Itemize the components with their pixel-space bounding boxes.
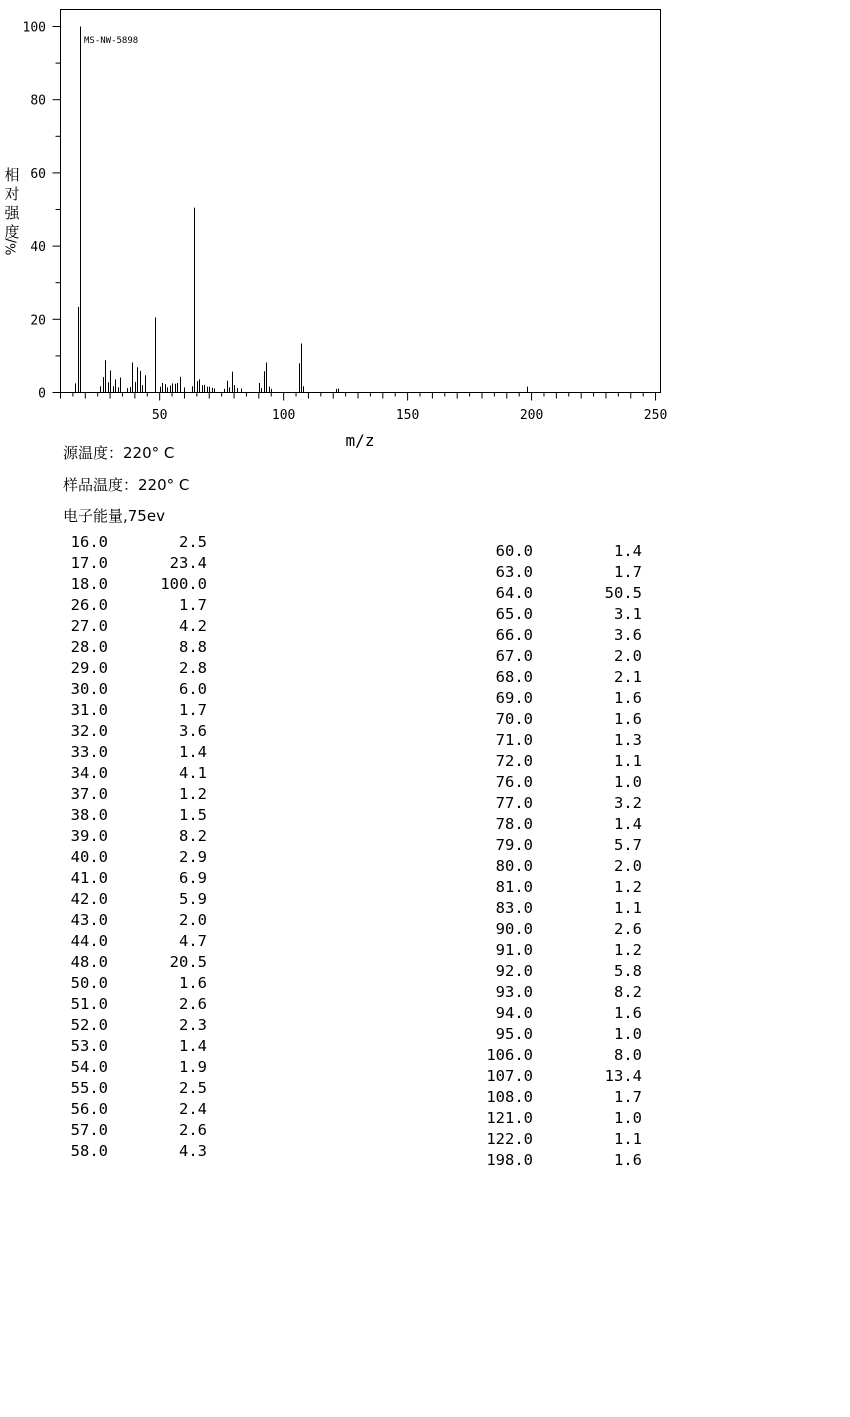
x-tick-label: 150 <box>395 408 420 423</box>
mz-value: 106.0 <box>486 1046 533 1064</box>
intensity-value: 3.6 <box>614 626 642 644</box>
table-row <box>420 814 680 835</box>
table-row <box>420 835 680 856</box>
mz-value: 58.0 <box>70 1142 108 1158</box>
mz-value: 77.0 <box>495 794 533 812</box>
x-tick-label: 100 <box>271 408 296 423</box>
mz-value: 70.0 <box>495 710 533 728</box>
intensity-value: 50.5 <box>604 584 642 602</box>
mz-value: 94.0 <box>495 1004 533 1022</box>
table-row <box>420 709 680 730</box>
table-row <box>420 1087 680 1108</box>
intensity-value: 100.0 <box>160 575 207 593</box>
mz-value: 80.0 <box>495 857 533 875</box>
intensity-value: 8.2 <box>614 983 642 1001</box>
x-tick-label: 200 <box>519 408 544 423</box>
table-row <box>0 742 260 763</box>
mz-value: 51.0 <box>70 995 108 1013</box>
intensity-value: 2.9 <box>179 848 207 866</box>
table-row <box>0 616 260 637</box>
mz-value: 69.0 <box>495 689 533 707</box>
intensity-value: 2.0 <box>614 647 642 665</box>
table-row <box>0 700 260 721</box>
mz-value: 41.0 <box>70 869 108 887</box>
mass-spectrum-chart <box>0 0 850 460</box>
mz-value: 54.0 <box>70 1058 108 1076</box>
table-row <box>0 1036 260 1057</box>
intensity-value: 6.0 <box>179 680 207 698</box>
mz-value: 90.0 <box>495 920 533 938</box>
table-row <box>420 1045 680 1066</box>
intensity-value: 4.3 <box>179 1142 207 1158</box>
mz-value: 37.0 <box>70 785 108 803</box>
mz-value: 79.0 <box>495 836 533 854</box>
intensity-value: 2.4 <box>179 1100 207 1118</box>
table-row <box>0 532 260 553</box>
mz-value: 67.0 <box>495 647 533 665</box>
table-row <box>0 658 260 679</box>
mz-value: 16.0 <box>70 533 108 551</box>
table-row <box>0 931 260 952</box>
table-row <box>420 604 680 625</box>
table-row <box>0 1015 260 1036</box>
mz-value: 55.0 <box>70 1079 108 1097</box>
table-row <box>0 574 260 595</box>
intensity-value: 2.6 <box>179 995 207 1013</box>
intensity-value: 20.5 <box>169 953 207 971</box>
mz-value: 65.0 <box>495 605 533 623</box>
table-row <box>0 1057 260 1078</box>
intensity-value: 2.5 <box>179 1079 207 1097</box>
table-row <box>420 667 680 688</box>
mz-value: 53.0 <box>70 1037 108 1055</box>
table-row <box>0 868 260 889</box>
y-tick-label: 100 <box>22 20 46 36</box>
table-row <box>420 730 680 751</box>
mz-value: 57.0 <box>70 1121 108 1139</box>
intensity-value: 1.2 <box>614 941 642 959</box>
table-row <box>420 877 680 898</box>
intensity-value: 1.7 <box>614 1088 642 1106</box>
y-axis-label <box>4 166 20 255</box>
electron-energy: 电子能量,75ev <box>63 507 165 525</box>
table-row <box>420 961 680 982</box>
intensity-value: 13.4 <box>604 1067 642 1085</box>
table-row <box>0 1141 260 1158</box>
mz-value: 17.0 <box>70 554 108 572</box>
mz-value: 40.0 <box>70 848 108 866</box>
intensity-value: 1.3 <box>614 731 642 749</box>
mz-value: 122.0 <box>486 1130 533 1148</box>
table-row <box>0 889 260 910</box>
table-row <box>420 940 680 961</box>
intensity-value: 2.8 <box>179 659 207 677</box>
intensity-value: 1.6 <box>179 974 207 992</box>
table-row <box>0 952 260 973</box>
intensity-value: 2.6 <box>614 920 642 938</box>
table-row <box>420 583 680 604</box>
mz-value: 27.0 <box>70 617 108 635</box>
peak-table-right <box>420 541 680 1171</box>
mz-value: 42.0 <box>70 890 108 908</box>
mz-value: 28.0 <box>70 638 108 656</box>
intensity-value: 8.2 <box>179 827 207 845</box>
intensity-value: 1.4 <box>179 743 207 761</box>
intensity-value: 2.3 <box>179 1016 207 1034</box>
y-tick-label: 60 <box>30 166 46 182</box>
plot-frame <box>61 10 661 393</box>
table-row <box>420 1066 680 1087</box>
mz-value: 78.0 <box>495 815 533 833</box>
x-tick-label: 250 <box>643 408 668 423</box>
table-row <box>0 1078 260 1099</box>
mz-value: 31.0 <box>70 701 108 719</box>
intensity-value: 1.1 <box>614 899 642 917</box>
intensity-value: 1.6 <box>614 710 642 728</box>
table-row <box>0 784 260 805</box>
table-row <box>0 1099 260 1120</box>
spectrum-peaks <box>76 27 528 393</box>
mz-value: 83.0 <box>495 899 533 917</box>
mz-value: 38.0 <box>70 806 108 824</box>
mz-value: 81.0 <box>495 878 533 896</box>
table-row <box>0 910 260 931</box>
table-row <box>420 625 680 646</box>
table-row <box>0 973 260 994</box>
intensity-value: 8.8 <box>179 638 207 656</box>
mz-value: 30.0 <box>70 680 108 698</box>
intensity-value: 1.2 <box>179 785 207 803</box>
mz-value: 76.0 <box>495 773 533 791</box>
mz-value: 93.0 <box>495 983 533 1001</box>
x-axis-label: m/z <box>345 431 375 450</box>
mz-value: 43.0 <box>70 911 108 929</box>
intensity-value: 1.1 <box>614 752 642 770</box>
table-row <box>420 541 680 562</box>
mz-value: 64.0 <box>495 584 533 602</box>
intensity-value: 1.0 <box>614 1025 642 1043</box>
mz-value: 33.0 <box>70 743 108 761</box>
intensity-value: 5.7 <box>614 836 642 854</box>
intensity-value: 3.6 <box>179 722 207 740</box>
table-row <box>420 751 680 772</box>
mz-value: 108.0 <box>486 1088 533 1106</box>
peak-table-left <box>0 532 260 1158</box>
intensity-value: 5.9 <box>179 890 207 908</box>
mz-value: 52.0 <box>70 1016 108 1034</box>
table-row <box>0 763 260 784</box>
intensity-value: 1.7 <box>179 701 207 719</box>
source-temperature: 源温度：220° C <box>63 444 175 462</box>
mz-value: 48.0 <box>70 953 108 971</box>
intensity-value: 6.9 <box>179 869 207 887</box>
mz-value: 44.0 <box>70 932 108 950</box>
intensity-value: 3.2 <box>614 794 642 812</box>
table-row <box>420 793 680 814</box>
mz-value: 91.0 <box>495 941 533 959</box>
mz-value: 26.0 <box>70 596 108 614</box>
table-row <box>420 688 680 709</box>
mz-value: 121.0 <box>486 1109 533 1127</box>
x-tick-label: 50 <box>151 408 168 423</box>
mz-value: 34.0 <box>70 764 108 782</box>
table-row <box>0 721 260 742</box>
intensity-value: 5.8 <box>614 962 642 980</box>
intensity-value: 1.6 <box>614 689 642 707</box>
intensity-value: 23.4 <box>169 554 207 572</box>
y-axis-label-char: 强 <box>4 204 20 222</box>
table-row <box>0 679 260 700</box>
table-row <box>420 1003 680 1024</box>
sample-temperature: 样品温度：220° C <box>63 476 190 494</box>
mz-value: 29.0 <box>70 659 108 677</box>
table-row <box>0 637 260 658</box>
chart-title: MS-NW-5898 <box>84 36 139 46</box>
intensity-value: 1.4 <box>614 542 642 560</box>
intensity-value: 2.6 <box>179 1121 207 1139</box>
table-row <box>420 1129 680 1150</box>
table-row <box>420 898 680 919</box>
intensity-value: 1.0 <box>614 773 642 791</box>
intensity-value: 8.0 <box>614 1046 642 1064</box>
table-row <box>420 982 680 1003</box>
intensity-value: 1.4 <box>179 1037 207 1055</box>
table-row <box>420 646 680 667</box>
y-tick-label: 80 <box>30 93 46 109</box>
y-axis <box>23 21 61 402</box>
intensity-value: 1.1 <box>614 1130 642 1148</box>
table-row <box>420 772 680 793</box>
mz-value: 63.0 <box>495 563 533 581</box>
intensity-value: 1.2 <box>614 878 642 896</box>
intensity-value: 2.5 <box>179 533 207 551</box>
table-row <box>0 826 260 847</box>
intensity-value: 4.2 <box>179 617 207 635</box>
mz-value: 56.0 <box>70 1100 108 1118</box>
intensity-value: 1.7 <box>179 596 207 614</box>
mz-value: 68.0 <box>495 668 533 686</box>
y-axis-label-unit: %/ <box>4 238 20 256</box>
table-row <box>0 1120 260 1141</box>
mz-value: 50.0 <box>70 974 108 992</box>
intensity-value: 1.6 <box>614 1004 642 1022</box>
y-axis-label-char: 度 <box>4 223 20 241</box>
table-row <box>0 847 260 868</box>
mz-value: 71.0 <box>495 731 533 749</box>
table-row <box>0 805 260 826</box>
intensity-value: 1.7 <box>614 563 642 581</box>
table-row <box>0 595 260 616</box>
intensity-value: 1.9 <box>179 1058 207 1076</box>
table-row <box>420 856 680 877</box>
table-row <box>420 562 680 583</box>
intensity-value: 4.1 <box>179 764 207 782</box>
table-row <box>0 994 260 1015</box>
table-row <box>420 1108 680 1129</box>
mz-value: 72.0 <box>495 752 533 770</box>
intensity-value: 1.0 <box>614 1109 642 1127</box>
intensity-value: 2.0 <box>179 911 207 929</box>
x-axis <box>61 393 668 424</box>
intensity-value: 1.4 <box>614 815 642 833</box>
table-row <box>420 919 680 940</box>
mz-value: 66.0 <box>495 626 533 644</box>
table-row <box>420 1150 680 1171</box>
mz-value: 32.0 <box>70 722 108 740</box>
mz-value: 39.0 <box>70 827 108 845</box>
intensity-value: 1.6 <box>614 1151 642 1169</box>
table-row <box>420 1024 680 1045</box>
mz-value: 92.0 <box>495 962 533 980</box>
mz-value: 107.0 <box>486 1067 533 1085</box>
mz-value: 95.0 <box>495 1025 533 1043</box>
table-row <box>0 553 260 574</box>
mz-value: 198.0 <box>486 1151 533 1169</box>
intensity-value: 4.7 <box>179 932 207 950</box>
mz-value: 18.0 <box>70 575 108 593</box>
y-tick-label: 40 <box>30 240 46 256</box>
intensity-value: 2.1 <box>614 668 642 686</box>
y-tick-label: 20 <box>30 313 46 329</box>
y-axis-label-char: 相 <box>4 166 20 184</box>
y-axis-label-char: 对 <box>4 185 20 203</box>
intensity-value: 3.1 <box>614 605 642 623</box>
y-tick-label: 0 <box>38 386 46 402</box>
intensity-value: 2.0 <box>614 857 642 875</box>
intensity-value: 1.5 <box>179 806 207 824</box>
mz-value: 60.0 <box>495 542 533 560</box>
